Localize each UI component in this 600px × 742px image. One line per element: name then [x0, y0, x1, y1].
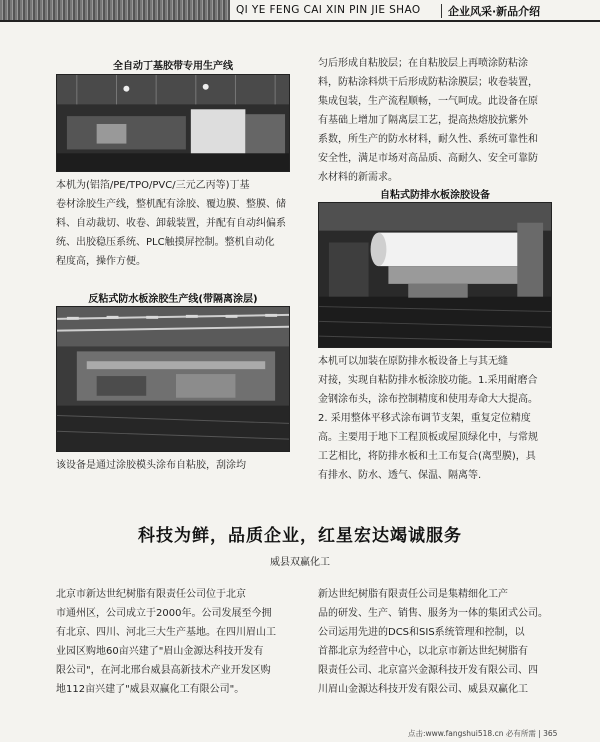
- photo-drainage-board-equipment: [318, 202, 552, 348]
- header-separator: [441, 4, 442, 18]
- text-line: 程度高，操作方便。: [56, 256, 146, 267]
- header-decorative-strip: [0, 0, 230, 20]
- text-line: 料、自动裁切、收卷、卸载装置，并配有自动纠偏系: [56, 218, 286, 229]
- text-line: 水材料的新需求。: [318, 172, 398, 183]
- para-drainage-board-equipment: [318, 352, 552, 485]
- article-right-column: [318, 585, 552, 699]
- text-line: 有基础上增加了隔离层工艺，提高热熔胶抗紫外: [318, 115, 528, 126]
- text-line: 地112亩兴建了"威县双赢化工有限公司"。: [56, 684, 245, 695]
- photo-reverse-adhesive-line: [56, 306, 290, 452]
- caption-drainage-board-equipment: 自粘式防排水板涂胶设备: [380, 190, 490, 201]
- text-line: 本机可以加装在原防排水板设备上与其无缝: [318, 356, 508, 367]
- text-line: 料，防粘涂料烘干后形成防粘涂膜层；收卷装置，: [318, 77, 538, 88]
- text-line: 统、出胶稳压系统、PLC触摸屏控制。整机自动化: [56, 237, 275, 248]
- text-line: 有北京、四川、河北三大生产基地。在四川眉山工: [56, 627, 276, 638]
- text-line: 本机为(铝箔/PE/TPO/PVC/三元乙丙等)丁基: [56, 180, 250, 191]
- photo-butyl-tape-line: [56, 74, 290, 172]
- para-continued: [318, 54, 552, 187]
- text-line: 有排水、防水、透气、保温、隔离等.: [318, 470, 482, 481]
- header-category: 企业风采·新品介绍: [448, 5, 541, 18]
- article-byline: 威县双赢化工: [270, 557, 330, 568]
- text-line: 该设备是通过涂胶模头涂布自粘胶，刮涂均: [56, 460, 246, 471]
- text-line: 业园区购地60亩兴建了"眉山金源达科技开发有: [56, 646, 264, 657]
- page-footer: 点击:www.fangshui518.cn 必有所需 | 365: [408, 729, 558, 738]
- text-line: 对接，实现自粘防排水板涂胶功能。1.采用耐磨合: [318, 375, 538, 386]
- text-line: 集成包装，生产流程顺畅，一气呵成。此设备在原: [318, 96, 538, 107]
- text-line: 北京市新达世纪树脂有限责任公司位于北京: [56, 589, 246, 600]
- header-rule: [0, 20, 600, 22]
- article-left-column: [56, 585, 290, 699]
- para-butyl-tape-line: [56, 176, 290, 271]
- text-line: 新达世纪树脂有限责任公司是集精细化工产: [318, 589, 508, 600]
- article-title: 科技为鲜，品质企业，红星宏达竭诚服务: [138, 526, 462, 546]
- text-line: 限责任公司、北京富兴金源科技开发有限公司、四: [318, 665, 538, 676]
- text-line: 匀后形成自粘胶层；在自粘胶层上再喷涂防粘涂: [318, 58, 528, 69]
- para-reverse-adhesive-line: [56, 456, 290, 475]
- text-line: 川眉山金源达科技开发有限公司、威县双赢化工: [318, 684, 528, 695]
- caption-butyl-tape-line: 全自动丁基胶带专用生产线: [113, 61, 233, 72]
- text-line: 限公司"，在河北邢台威县高新技术产业开发区购: [56, 665, 271, 676]
- text-line: 金钢涂布头，涂布控制精度和使用寿命大大提高。: [318, 394, 538, 405]
- text-line: 高。主要用于地下工程顶板或屋顶绿化中，与常规: [318, 432, 538, 443]
- text-line: 工艺相比，将防排水板和土工布复合(离型膜)，具: [318, 451, 536, 462]
- text-line: 首都北京为经营中心，以北京市新达世纪树脂有: [318, 646, 528, 657]
- text-line: 卷材涂胶生产线，整机配有涂胶、覆边膜、整膜、储: [56, 199, 286, 210]
- text-line: 安全性，满足市场对高品质、高耐久、安全可靠防: [318, 153, 538, 164]
- header-pinyin: QI YE FENG CAI XIN PIN JIE SHAO: [236, 4, 421, 16]
- text-line: 公司运用先进的DCS和SIS系统管理和控制，以: [318, 627, 525, 638]
- caption-reverse-adhesive-line: 反粘式防水板涂胶生产线(带隔离涂层): [88, 294, 258, 305]
- text-line: 市通州区，公司成立于2000年。公司发展至今拥: [56, 608, 272, 619]
- text-line: 品的研发、生产、销售、服务为一体的集团式公司。: [318, 608, 548, 619]
- text-line: 系数，所生产的防水材料，耐久性、系统可靠性和: [318, 134, 538, 145]
- text-line: 2. 采用整体平移式涂布调节支架，重复定位精度: [318, 413, 531, 424]
